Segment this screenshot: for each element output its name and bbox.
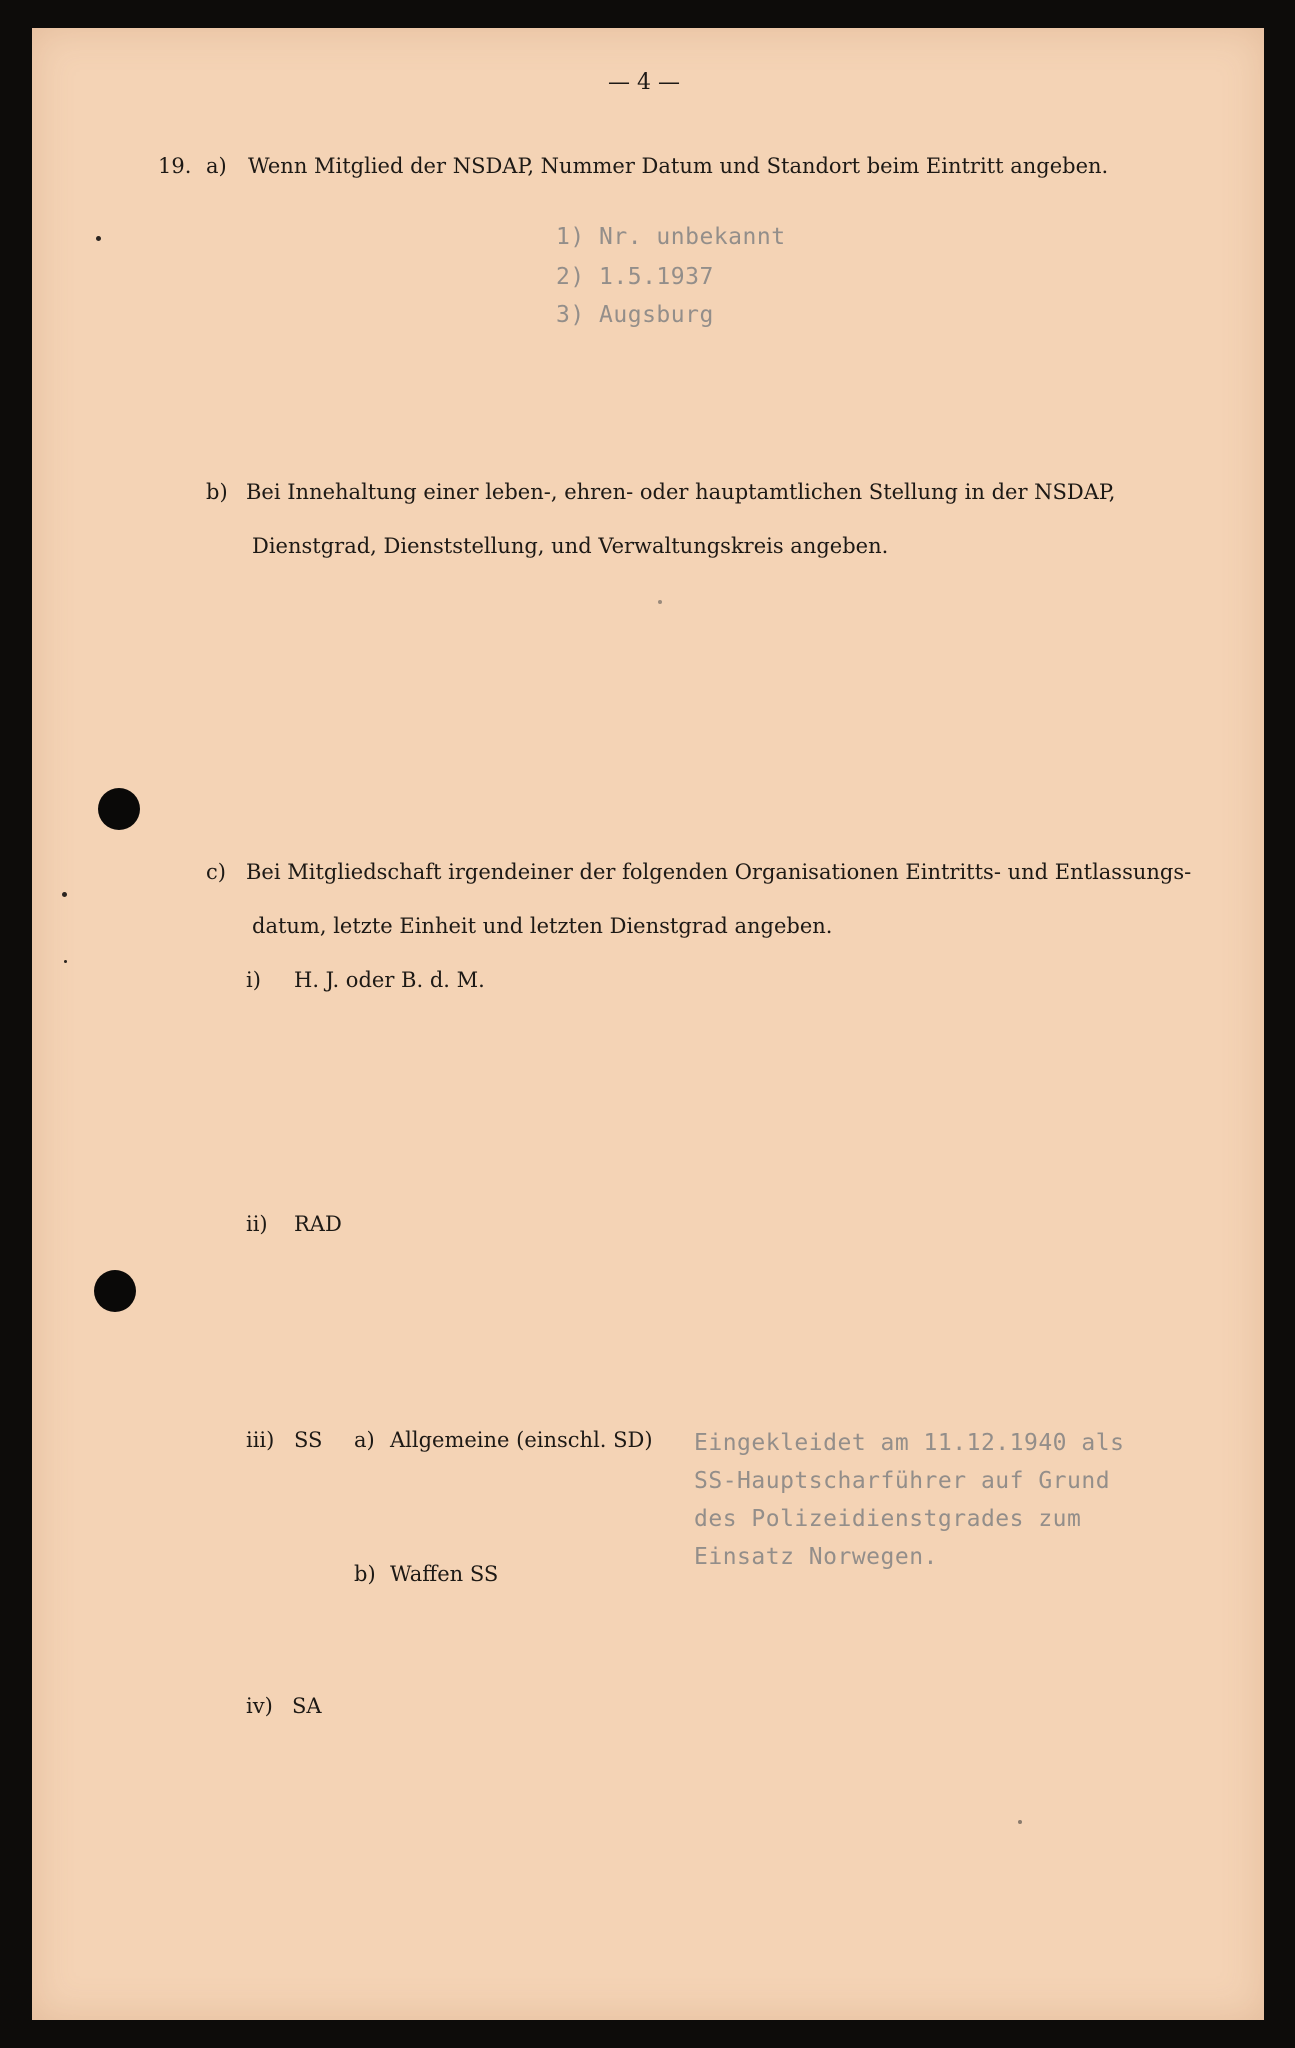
item-iii-label: SS [294,1428,323,1452]
question-19c-line-2: datum, letzte Einheit und letzten Dienstgrad angeben. [252,914,833,938]
item-ii-label: RAD [294,1212,342,1236]
item-iv-marker: iv) [246,1694,273,1718]
item-iii-a-marker: a) [354,1428,375,1452]
item-iii-marker: iii) [246,1428,275,1452]
speck [96,236,101,241]
question-19b-line-1: Bei Innehaltung einer leben-, ehren- oder hauptamtlichen Stellung in der NSDAP, [246,480,1116,504]
speck [62,892,67,897]
question-19c-line-1: Bei Mitgliedschaft irgendeiner der folgenden Organisationen Eintritts- und Entlassungs- [246,860,1192,884]
question-19-number: 19. [158,154,192,178]
item-iii-b-marker: b) [354,1562,376,1586]
item-iii-b-label: Waffen SS [390,1562,499,1586]
question-19b-line-2: Dienstgrad, Dienststellung, und Verwaltungskreis angeben. [252,534,889,558]
question-19a-marker: a) [206,154,227,178]
page-number: — 4 — [608,70,680,95]
answer-ss-line-3: des Polizeidienstgrades zum [694,1506,1082,1532]
question-19a-text: Wenn Mitglied der NSDAP, Nummer Datum und Standort beim Eintritt angeben. [248,154,1109,178]
question-19c-marker: c) [206,860,226,884]
speck [64,960,67,963]
answer-19a-line-3: 3) Augsburg [556,302,714,328]
question-19b-marker: b) [206,480,228,504]
item-iii-a-label: Allgemeine (einschl. SD) [390,1428,653,1452]
answer-19a-line-2: 2) 1.5.1937 [556,264,714,290]
answer-ss-line-1: Eingekleidet am 11.12.1940 als [694,1430,1125,1456]
answer-ss-line-2: SS-Hauptscharführer auf Grund [694,1468,1111,1494]
item-i-marker: i) [246,968,261,992]
speck [1018,1820,1022,1824]
item-i-label: H. J. oder B. d. M. [294,968,485,992]
item-iv-label: SA [292,1694,322,1718]
speck [658,600,662,604]
punch-hole-top [98,788,140,830]
answer-ss-line-4: Einsatz Norwegen. [694,1544,938,1570]
answer-19a-line-1: 1) Nr. unbekannt [556,224,786,250]
punch-hole-bottom [94,1270,136,1312]
item-ii-marker: ii) [246,1212,268,1236]
